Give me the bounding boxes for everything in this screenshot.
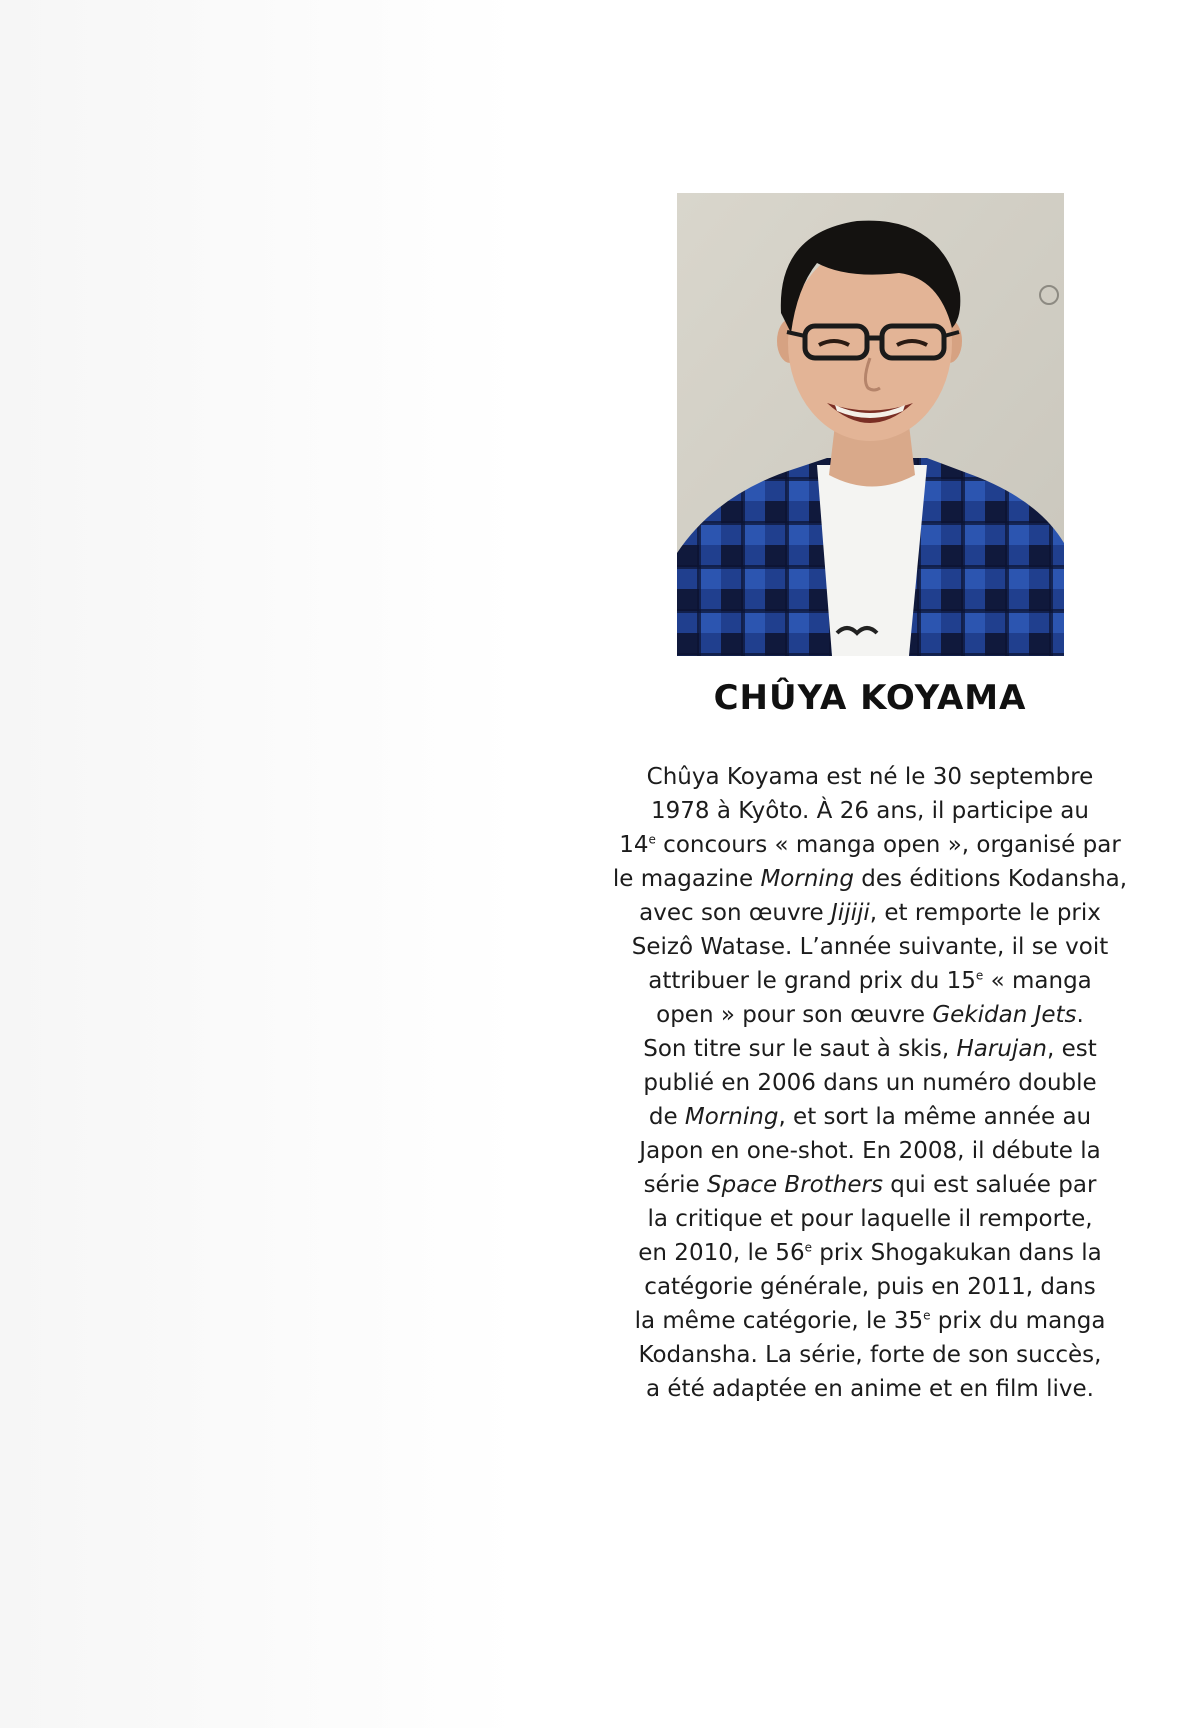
bio-text: 1978 à Kyôto. À 26 ans, il participe au bbox=[651, 798, 1089, 824]
bio-title: Harujan bbox=[956, 1036, 1047, 1062]
bio-text: publié en 2006 dans un numéro double bbox=[643, 1070, 1097, 1096]
bio-line bbox=[610, 1168, 1130, 1202]
author-biography bbox=[610, 760, 1130, 1406]
bio-text: la critique et pour laquelle il remporte, bbox=[647, 1206, 1093, 1232]
bio-line bbox=[610, 828, 1130, 862]
bio-title: Jijiji bbox=[831, 900, 870, 926]
bio-line bbox=[610, 1066, 1130, 1100]
bio-line bbox=[610, 964, 1130, 998]
bio-text: prix Shogakukan dans la bbox=[811, 1240, 1102, 1266]
bio-text: de bbox=[648, 1104, 685, 1130]
bio-text: , est bbox=[1046, 1036, 1097, 1062]
bio-text: prix du manga bbox=[930, 1308, 1106, 1334]
bio-line bbox=[610, 794, 1130, 828]
bio-line bbox=[610, 862, 1130, 896]
bio-text: en 2010, le 56 bbox=[638, 1240, 805, 1266]
bio-line bbox=[610, 1100, 1130, 1134]
bio-ordinal-suffix: e bbox=[804, 1240, 812, 1255]
author-name: CHÛYA KOYAMA bbox=[713, 678, 1027, 718]
bio-text: Seizô Watase. L’année suivante, il se voit bbox=[631, 934, 1109, 960]
bio-text: « manga bbox=[983, 968, 1092, 994]
author-photo bbox=[677, 193, 1064, 656]
bio-title: Morning bbox=[684, 1104, 779, 1130]
bio-line bbox=[610, 1304, 1130, 1338]
bio-text: concours « manga open », organisé par bbox=[655, 832, 1121, 858]
bio-title: Morning bbox=[760, 866, 854, 892]
bio-line bbox=[610, 930, 1130, 964]
bio-text: Chûya Koyama est né le 30 septembre bbox=[646, 764, 1094, 790]
bio-line bbox=[610, 1202, 1130, 1236]
bio-text: . bbox=[1076, 1002, 1084, 1028]
bio-ordinal-suffix: e bbox=[648, 832, 656, 847]
bio-text: qui est saluée par bbox=[882, 1172, 1097, 1198]
bio-line bbox=[610, 998, 1130, 1032]
bio-text: Son titre sur le saut à skis, bbox=[643, 1036, 957, 1062]
bio-text: des éditions Kodansha, bbox=[853, 866, 1128, 892]
bio-title: Gekidan Jets bbox=[932, 1002, 1077, 1028]
bio-line bbox=[610, 760, 1130, 794]
bio-line bbox=[610, 1236, 1130, 1270]
bio-ordinal-suffix: e bbox=[923, 1308, 931, 1323]
bio-text: 14 bbox=[619, 832, 649, 858]
author-portrait-icon bbox=[677, 193, 1064, 656]
bio-line bbox=[610, 1372, 1130, 1406]
bio-title: Space Brothers bbox=[707, 1172, 883, 1198]
bio-text: le magazine bbox=[612, 866, 761, 892]
page-bleed-through bbox=[0, 0, 520, 1728]
bio-line bbox=[610, 896, 1130, 930]
bio-text: série bbox=[643, 1172, 708, 1198]
bio-line bbox=[610, 1134, 1130, 1168]
bio-line bbox=[610, 1338, 1130, 1372]
bio-text: open » pour son œuvre bbox=[656, 1002, 933, 1028]
bio-line bbox=[610, 1270, 1130, 1304]
bio-text: a été adaptée en anime et en film live. bbox=[646, 1376, 1094, 1402]
bio-line bbox=[610, 1032, 1130, 1066]
bio-text: la même catégorie, le 35 bbox=[634, 1308, 924, 1334]
bio-text: , et sort la même année au bbox=[778, 1104, 1092, 1130]
bio-text: avec son œuvre bbox=[639, 900, 832, 926]
bio-text: Kodansha. La série, forte de son succès, bbox=[638, 1342, 1102, 1368]
bio-text: , et remporte le prix bbox=[869, 900, 1101, 926]
bio-text: attribuer le grand prix du 15 bbox=[648, 968, 976, 994]
bio-text: Japon en one-shot. En 2008, il débute la bbox=[639, 1138, 1101, 1164]
bio-text: catégorie générale, puis en 2011, dans bbox=[644, 1274, 1096, 1300]
bio-ordinal-suffix: e bbox=[975, 968, 984, 983]
